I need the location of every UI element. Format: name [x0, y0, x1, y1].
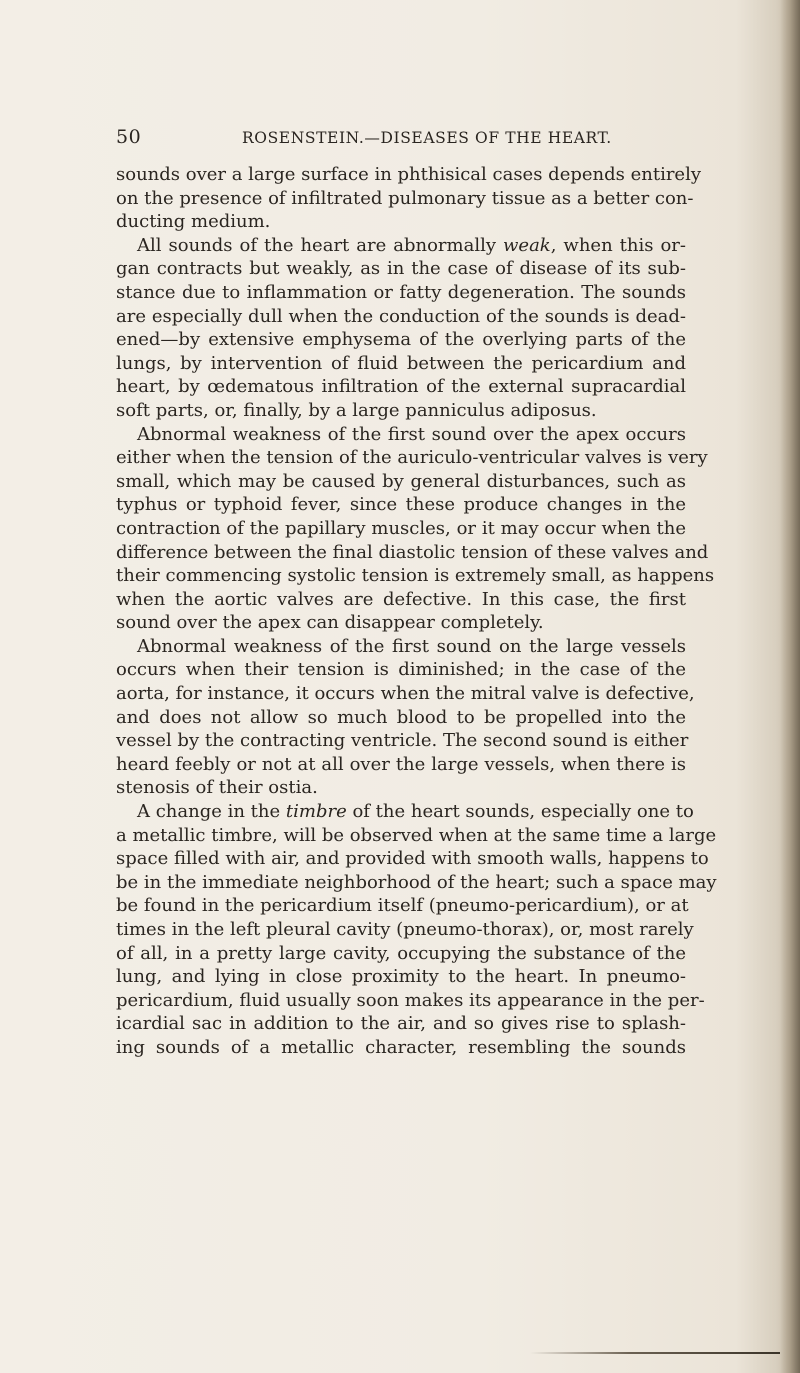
text-line: ened—by extensive emphysema of the overlying parts of the [116, 329, 686, 351]
text-line: pericardium, fluid usually soon makes its appearance in the per- [116, 989, 705, 1011]
text-span: A change in the [137, 801, 286, 823]
emphasis-weak: weak [503, 234, 551, 256]
text-line: their commencing systolic tension is extremely small, as happens [116, 565, 715, 587]
text-line: small, which may be caused by general disturbances, such as [116, 470, 686, 492]
text-line: sounds over a large surface in phthisical cases depends entirely [116, 164, 702, 185]
text-line: Abnormal weakness of the first sound on the large vessels [137, 635, 686, 657]
page-edge-shadow [780, 0, 800, 1373]
text-line: stenosis of their ostia. [116, 777, 318, 799]
text-line: gan contracts but weakly, as in the case of disease of its sub- [116, 258, 686, 280]
text-line: ducting medium. [116, 211, 271, 233]
text-line: of all, in a pretty large cavity, occupying the substance of the [116, 942, 686, 964]
body-text [116, 163, 717, 1060]
text-line: a metallic timbre, will be observed when at the same time a large [116, 824, 717, 846]
text-line: space filled with air, and provided with smooth walls, happens to [116, 848, 709, 870]
text-line: lungs, by intervention of fluid between the pericardium and [116, 352, 686, 374]
text-line: occurs when their tension is diminished; in the case of the [116, 659, 686, 681]
text-line: difference between the final diastolic tension of these valves and [116, 541, 709, 563]
text-line [116, 800, 694, 824]
text-line: when the aortic valves are defective. In this case, the first [116, 588, 686, 610]
text-line: lung, and lying in close proximity to the heart. In pneumo- [116, 966, 686, 988]
text-line: be in the immediate neighborhood of the heart; such a space may [116, 871, 717, 893]
text-line: icardial sac in addition to the air, and so gives rise to splash- [116, 1013, 686, 1035]
page-number: 50 [116, 126, 142, 148]
text-line: times in the left pleural cavity (pneumo-thorax), or, most rarely [116, 919, 694, 940]
text-line: sound over the apex can disappear completely. [116, 612, 544, 634]
text-span: All sounds of the heart are abnormally [137, 234, 504, 256]
text-line: either when the tension of the auriculo-ventricular valves is very [116, 447, 708, 469]
text-span: , when this or- [550, 234, 686, 256]
text-span: of the heart sounds, especially one to [346, 801, 694, 823]
text-line: contraction of the papillary muscles, or it may occur when the [116, 517, 686, 539]
text-line: Abnormal weakness of the first sound over the apex occurs [137, 423, 686, 445]
emphasis-timbre: timbre [285, 801, 347, 823]
text-line: are especially dull when the conduction of the sounds is dead- [116, 305, 686, 327]
text-line: typhus or typhoid fever, since these produce changes in the [116, 494, 686, 516]
text-line: be found in the pericardium itself (pneumo-pericardium), or at [116, 895, 689, 917]
page-header [116, 126, 686, 154]
text-line: heart, by œdematous infiltration of the external supracardial [116, 376, 686, 398]
text-line [116, 234, 686, 258]
text-line: on the presence of infiltrated pulmonary tissue as a better con- [116, 187, 694, 209]
page-bottom-rule [530, 1352, 780, 1354]
text-line: soft parts, or, finally, by a large panniculus adiposus. [116, 399, 597, 421]
text-line: aorta, for instance, it occurs when the mitral valve is defective, [116, 683, 695, 705]
text-line: and does not allow so much blood to be propelled into the [116, 706, 686, 728]
text-line: heard feebly or not at all over the large vessels, when there is [116, 753, 686, 775]
text-line: stance due to inflammation or fatty degeneration. The sounds [116, 281, 686, 303]
running-head: ROSENSTEIN.—DISEASES OF THE HEART. [242, 129, 612, 147]
text-line: ing sounds of a metallic character, resembling the sounds [116, 1036, 686, 1058]
text-line: vessel by the contracting ventricle. The second sound is either [116, 730, 689, 752]
